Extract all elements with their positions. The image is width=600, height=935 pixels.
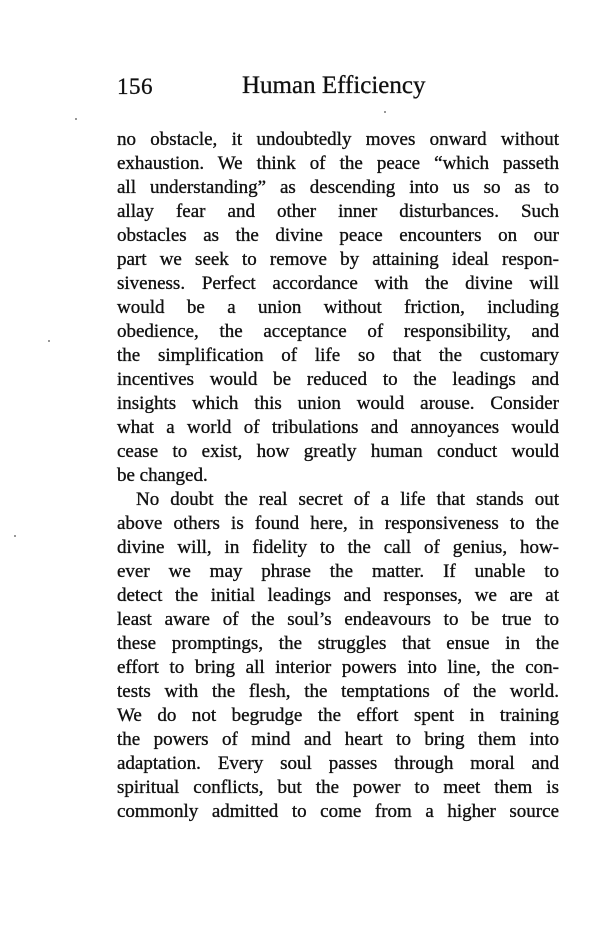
page-number: 156 — [117, 74, 153, 99]
text-line: insights which this union would arouse. Consider — [117, 393, 559, 414]
text-line: siveness. Perfect accordance with the divine will — [117, 273, 559, 294]
text-line: these promptings, the struggles that ensue in the — [117, 633, 559, 654]
text-line: what a world of tribulations and annoyances would — [117, 417, 559, 438]
running-title: Human Efficiency — [242, 72, 426, 99]
text-line: spiritual conflicts, but the power to meet them is — [117, 777, 559, 798]
text-line: effort to bring all interior powers into line, the con- — [117, 657, 559, 678]
text-line: least aware of the soul’s endeavours to be true to — [117, 609, 559, 630]
scan-speck — [48, 340, 50, 342]
text-line: allay fear and other inner disturbances. Such — [117, 201, 559, 222]
text-line: ever we may phrase the matter. If unable to — [117, 561, 559, 582]
text-line: incentives would be reduced to the leadings and — [117, 369, 559, 390]
text-line: commonly admitted to come from a higher source — [117, 801, 559, 822]
text-line: be changed. — [117, 465, 208, 486]
scan-speck — [384, 111, 386, 113]
text-line: above others is found here, in responsiveness to the — [117, 513, 559, 534]
text-line: would be a union without friction, including — [117, 297, 559, 318]
text-line: cease to exist, how greatly human conduct would — [117, 441, 559, 462]
text-line: adaptation. Every soul passes through moral and — [117, 753, 559, 774]
text-line: all understanding” as descending into us so as to — [117, 177, 559, 198]
body-text — [117, 128, 559, 824]
text-line: no obstacle, it undoubtedly moves onward without — [117, 129, 559, 150]
text-line: divine will, in fidelity to the call of genius, how- — [117, 537, 559, 558]
text-line: the powers of mind and heart to bring them into — [117, 729, 559, 750]
text-line: We do not begrudge the effort spent in training — [117, 705, 559, 726]
text-line: obstacles as the divine peace encounters on our — [117, 225, 559, 246]
text-line: exhaustion. We think of the peace “which passeth — [117, 153, 559, 174]
scan-speck — [14, 535, 16, 537]
text-line: tests with the flesh, the temptations of the world. — [117, 681, 559, 702]
text-line: obedience, the acceptance of responsibility, and — [117, 321, 559, 342]
text-line: part we seek to remove by attaining ideal respon- — [117, 249, 559, 270]
scan-speck — [75, 118, 77, 120]
text-line: the simplification of life so that the customary — [117, 345, 559, 366]
text-line: detect the initial leadings and responses, we are at — [117, 585, 559, 606]
text-line: No doubt the real secret of a life that stands out — [136, 489, 559, 510]
